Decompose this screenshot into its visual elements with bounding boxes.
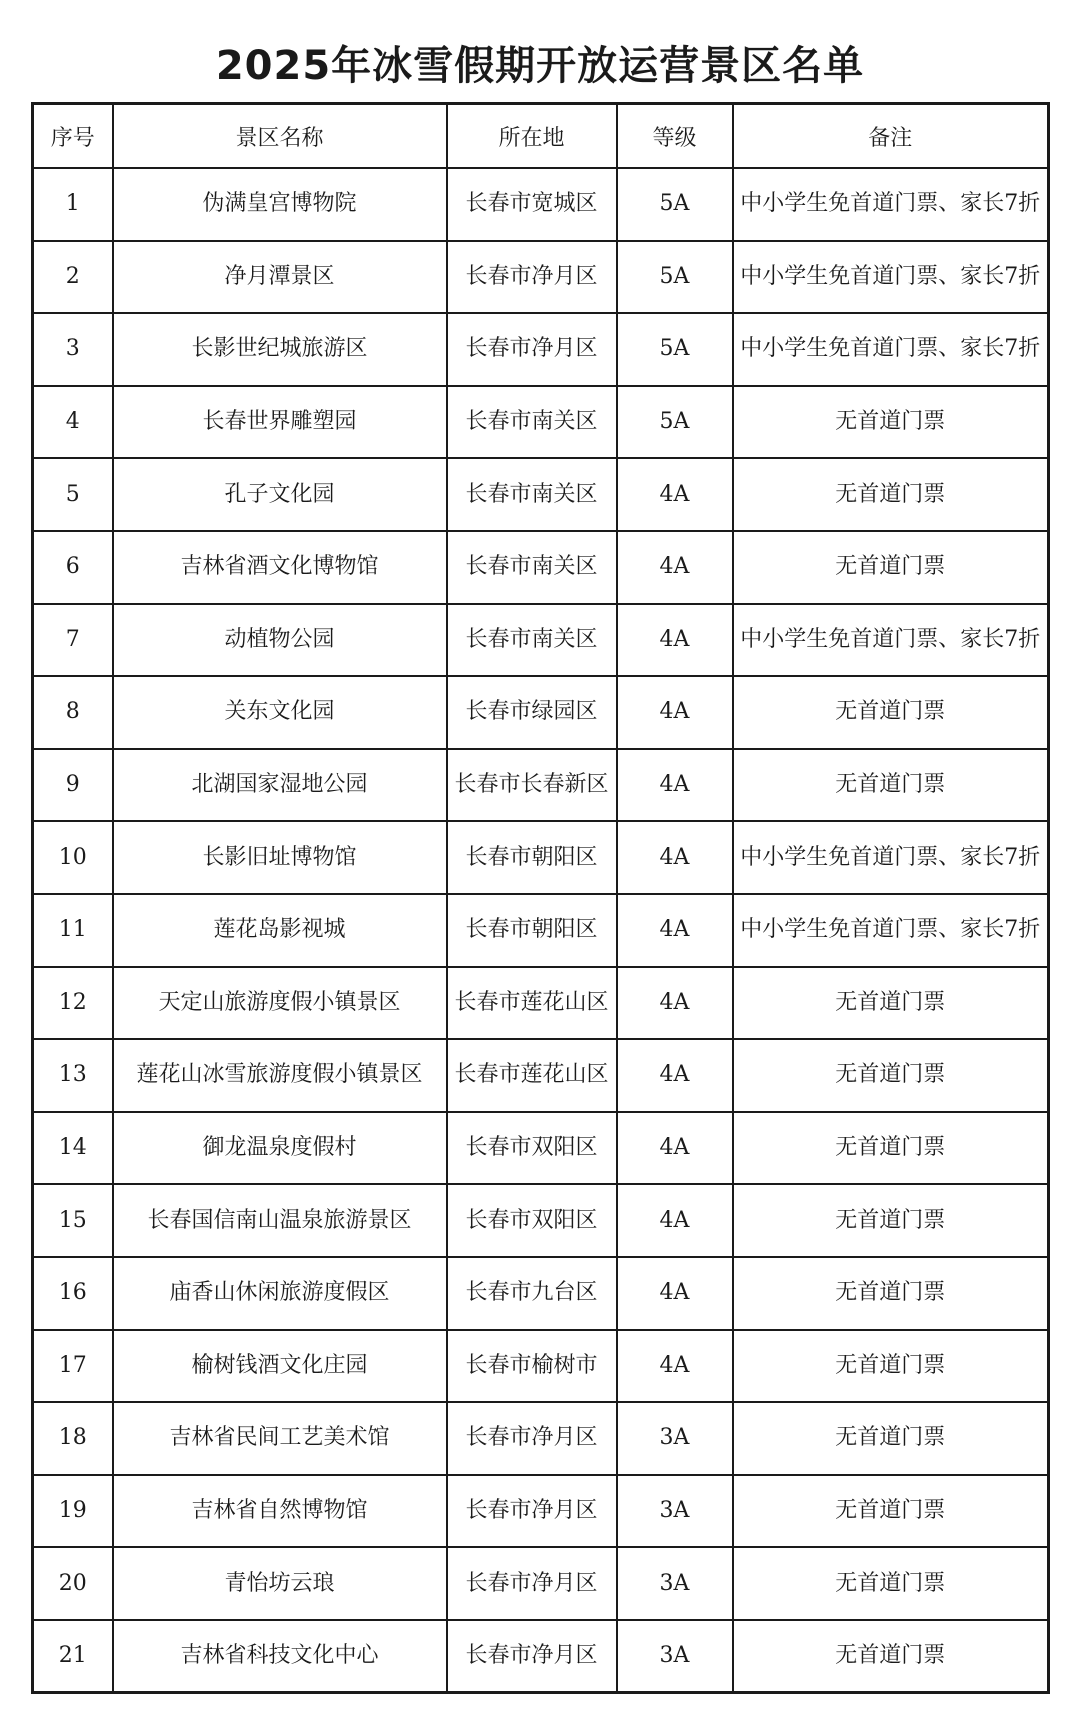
cell-note: 无首道门票	[733, 967, 1049, 1040]
cell-name: 吉林省自然博物馆	[113, 1475, 447, 1548]
cell-level: 4A	[617, 1184, 733, 1257]
cell-name: 青怡坊云琅	[113, 1547, 447, 1620]
cell-location: 长春市净月区	[447, 1620, 617, 1693]
page-title: 2025年冰雪假期开放运营景区名单	[215, 43, 865, 89]
cell-level: 4A	[617, 604, 733, 677]
cell-level: 5A	[617, 386, 733, 459]
cell-level: 3A	[617, 1402, 733, 1475]
table-row	[33, 1184, 1049, 1257]
cell-location: 长春市榆树市	[447, 1330, 617, 1403]
table-row	[33, 1620, 1049, 1693]
cell-level: 3A	[617, 1547, 733, 1620]
cell-location: 长春市净月区	[447, 313, 617, 386]
cell-location: 长春市长春新区	[447, 749, 617, 822]
cell-level: 5A	[617, 241, 733, 314]
table-row	[33, 749, 1049, 822]
cell-location: 长春市净月区	[447, 1402, 617, 1475]
table-row	[33, 458, 1049, 531]
cell-location: 长春市朝阳区	[447, 894, 617, 967]
cell-name: 长春世界雕塑园	[113, 386, 447, 459]
cell-location: 长春市双阳区	[447, 1184, 617, 1257]
cell-level: 5A	[617, 313, 733, 386]
cell-name: 长影世纪城旅游区	[113, 313, 447, 386]
cell-name: 北湖国家湿地公园	[113, 749, 447, 822]
column-header-location: 所在地	[447, 104, 617, 169]
cell-name: 吉林省民间工艺美术馆	[113, 1402, 447, 1475]
cell-note: 无首道门票	[733, 676, 1049, 749]
column-header-level: 等级	[617, 104, 733, 169]
cell-level: 4A	[617, 894, 733, 967]
cell-no: 9	[33, 749, 113, 822]
cell-location: 长春市南关区	[447, 604, 617, 677]
cell-level: 4A	[617, 1330, 733, 1403]
cell-note: 无首道门票	[733, 531, 1049, 604]
cell-level: 4A	[617, 1112, 733, 1185]
table-row	[33, 313, 1049, 386]
cell-note: 无首道门票	[733, 1112, 1049, 1185]
cell-no: 13	[33, 1039, 113, 1112]
cell-no: 2	[33, 241, 113, 314]
table-row	[33, 1039, 1049, 1112]
cell-note: 无首道门票	[733, 1547, 1049, 1620]
table-row	[33, 241, 1049, 314]
cell-level: 4A	[617, 676, 733, 749]
table-row	[33, 676, 1049, 749]
table-row	[33, 1475, 1049, 1548]
column-header-no: 序号	[33, 104, 113, 169]
cell-level: 4A	[617, 821, 733, 894]
cell-name: 伪满皇宫博物院	[113, 168, 447, 241]
cell-name: 莲花岛影视城	[113, 894, 447, 967]
cell-note: 中小学生免首道门票、家长7折	[733, 241, 1049, 314]
cell-note: 中小学生免首道门票、家长7折	[733, 313, 1049, 386]
cell-level: 4A	[617, 1257, 733, 1330]
table-row	[33, 1112, 1049, 1185]
cell-name: 净月潭景区	[113, 241, 447, 314]
cell-note: 无首道门票	[733, 1330, 1049, 1403]
cell-no: 12	[33, 967, 113, 1040]
table-row	[33, 1330, 1049, 1403]
cell-level: 3A	[617, 1475, 733, 1548]
cell-no: 15	[33, 1184, 113, 1257]
table-row	[33, 531, 1049, 604]
table-body	[33, 168, 1049, 1693]
cell-no: 21	[33, 1620, 113, 1693]
cell-level: 3A	[617, 1620, 733, 1693]
cell-no: 8	[33, 676, 113, 749]
table-row	[33, 386, 1049, 459]
cell-name: 长春国信南山温泉旅游景区	[113, 1184, 447, 1257]
column-header-note: 备注	[733, 104, 1049, 169]
table-row	[33, 168, 1049, 241]
cell-note: 中小学生免首道门票、家长7折	[733, 604, 1049, 677]
table-row	[33, 1257, 1049, 1330]
cell-note: 无首道门票	[733, 458, 1049, 531]
cell-no: 14	[33, 1112, 113, 1185]
cell-note: 无首道门票	[733, 1475, 1049, 1548]
cell-level: 4A	[617, 1039, 733, 1112]
table-row	[33, 1402, 1049, 1475]
table-row	[33, 1547, 1049, 1620]
table-row	[33, 967, 1049, 1040]
table-header-row	[33, 104, 1049, 169]
cell-name: 莲花山冰雪旅游度假小镇景区	[113, 1039, 447, 1112]
scenic-spot-table	[31, 102, 1050, 1694]
cell-no: 18	[33, 1402, 113, 1475]
cell-level: 4A	[617, 967, 733, 1040]
cell-note: 无首道门票	[733, 1402, 1049, 1475]
cell-location: 长春市双阳区	[447, 1112, 617, 1185]
cell-location: 长春市南关区	[447, 386, 617, 459]
cell-no: 16	[33, 1257, 113, 1330]
cell-note: 中小学生免首道门票、家长7折	[733, 168, 1049, 241]
cell-name: 天定山旅游度假小镇景区	[113, 967, 447, 1040]
cell-name: 孔子文化园	[113, 458, 447, 531]
cell-name: 吉林省科技文化中心	[113, 1620, 447, 1693]
cell-name: 关东文化园	[113, 676, 447, 749]
cell-level: 4A	[617, 749, 733, 822]
cell-location: 长春市南关区	[447, 458, 617, 531]
cell-location: 长春市净月区	[447, 1547, 617, 1620]
cell-location: 长春市南关区	[447, 531, 617, 604]
cell-name: 榆树钱酒文化庄园	[113, 1330, 447, 1403]
cell-note: 中小学生免首道门票、家长7折	[733, 821, 1049, 894]
cell-location: 长春市绿园区	[447, 676, 617, 749]
table-row	[33, 821, 1049, 894]
cell-location: 长春市净月区	[447, 241, 617, 314]
cell-name: 庙香山休闲旅游度假区	[113, 1257, 447, 1330]
cell-location: 长春市莲花山区	[447, 967, 617, 1040]
cell-location: 长春市净月区	[447, 1475, 617, 1548]
table-row	[33, 604, 1049, 677]
cell-no: 1	[33, 168, 113, 241]
cell-no: 6	[33, 531, 113, 604]
cell-no: 20	[33, 1547, 113, 1620]
cell-no: 10	[33, 821, 113, 894]
cell-level: 4A	[617, 531, 733, 604]
cell-note: 无首道门票	[733, 1620, 1049, 1693]
cell-location: 长春市朝阳区	[447, 821, 617, 894]
cell-note: 无首道门票	[733, 1184, 1049, 1257]
cell-level: 4A	[617, 458, 733, 531]
cell-name: 长影旧址博物馆	[113, 821, 447, 894]
cell-note: 无首道门票	[733, 749, 1049, 822]
cell-location: 长春市九台区	[447, 1257, 617, 1330]
cell-no: 5	[33, 458, 113, 531]
cell-name: 吉林省酒文化博物馆	[113, 531, 447, 604]
cell-no: 7	[33, 604, 113, 677]
cell-level: 5A	[617, 168, 733, 241]
cell-name: 御龙温泉度假村	[113, 1112, 447, 1185]
column-header-name: 景区名称	[113, 104, 447, 169]
cell-note: 无首道门票	[733, 386, 1049, 459]
cell-no: 17	[33, 1330, 113, 1403]
cell-no: 4	[33, 386, 113, 459]
cell-note: 中小学生免首道门票、家长7折	[733, 894, 1049, 967]
cell-no: 19	[33, 1475, 113, 1548]
cell-location: 长春市宽城区	[447, 168, 617, 241]
table-row	[33, 894, 1049, 967]
cell-note: 无首道门票	[733, 1257, 1049, 1330]
cell-no: 3	[33, 313, 113, 386]
cell-no: 11	[33, 894, 113, 967]
cell-name: 动植物公园	[113, 604, 447, 677]
cell-note: 无首道门票	[733, 1039, 1049, 1112]
cell-location: 长春市莲花山区	[447, 1039, 617, 1112]
